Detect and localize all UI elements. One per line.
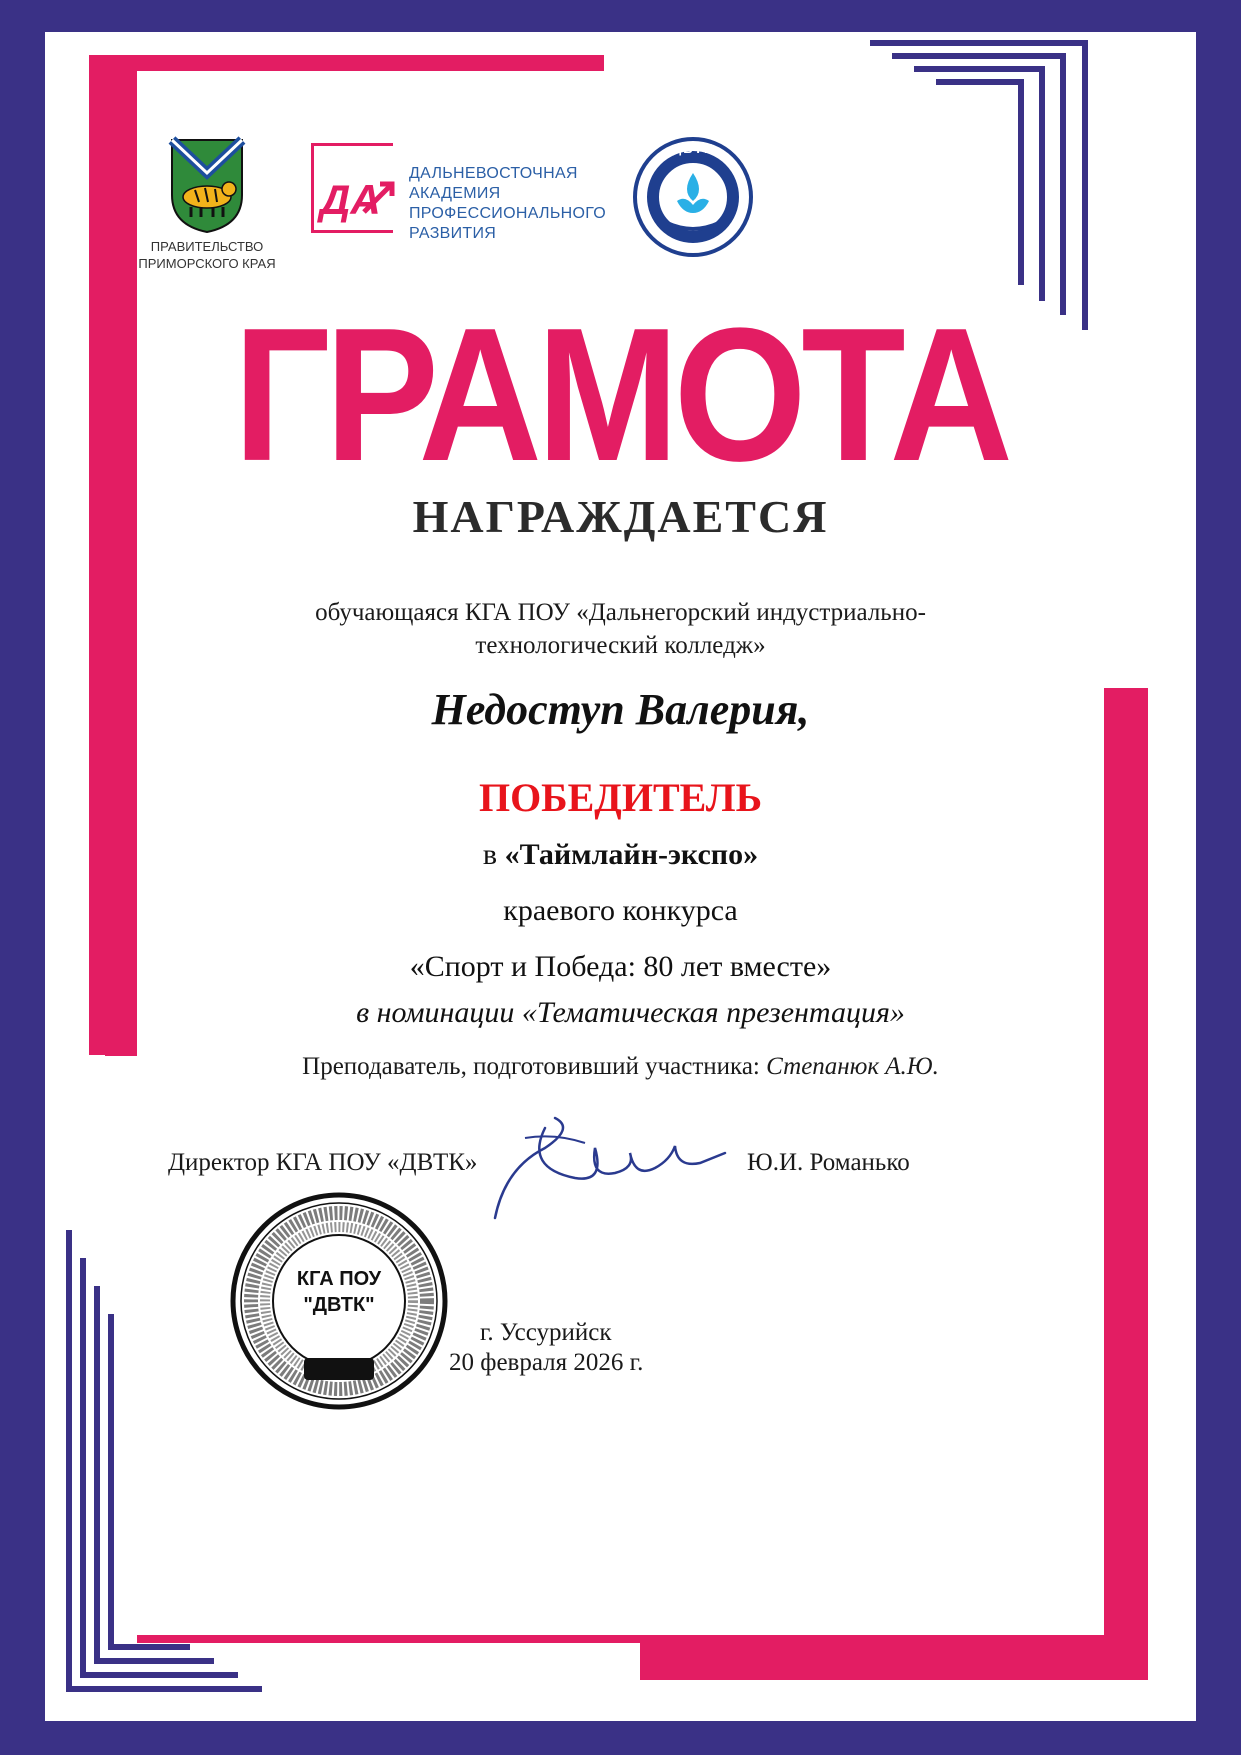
teacher-label: Преподаватель, подготовивший участника: [302,1053,767,1080]
event-line [137,838,1104,872]
director-signature [485,1108,735,1228]
pink-bar-right [1104,688,1148,1680]
student-line-2: технологический колледж» [475,632,766,659]
academy-arrow-icon [360,178,400,218]
event-prefix: в [482,838,505,871]
student-info [137,596,1104,662]
pink-bar-left [89,55,105,1055]
director-label: Директор КГА ПОУ «ДВТК» [168,1149,478,1176]
stamp-center-line2: "ДВТК" [303,1294,375,1316]
contest-name: «Спорт и Победа: 80 лет вместе» [409,950,832,983]
academy-line-2: АКАДЕМИЯ [409,185,501,202]
gov-caption [137,238,277,272]
result-label: ПОБЕДИТЕЛЬ [478,775,763,820]
pink-bar-top-left [89,55,604,71]
teacher-line [137,1050,1104,1083]
academy-name [409,164,606,244]
director-name: Ю.И. Романько [747,1149,910,1176]
college-stamp [228,1190,450,1412]
academy-line-1: ДАЛЬНЕВОСТОЧНАЯ [409,165,578,182]
stamp-center-line1: КГА ПОУ [296,1268,382,1290]
teacher-name: Степанюк А.Ю. [766,1053,939,1080]
academy-line-3: ПРОФЕССИОНАЛЬНОГО [409,205,607,222]
student-line-1: обучающаяся КГА ПОУ «Дальнегорский индустриально- [315,599,926,626]
college-emblem-text: ДВТК [671,141,715,156]
academy-line-4: РАЗВИТИЯ [409,225,497,242]
pink-block-left [105,71,137,1056]
gov-caption-line2: ПРИМОРСКОГО КРАЯ [138,256,276,271]
academy-logo-mark: ДА [320,176,381,223]
gov-caption-line1: ПРАВИТЕЛЬСТВО [150,239,264,254]
contest-type: краевого конкурса [503,894,738,927]
certificate-title: ГРАМОТА [233,289,1008,501]
event-name: «Таймлайн-экспо» [504,838,759,871]
recipient-name: Недоступ Валерия, [431,685,810,734]
city: г. Уссурийск [480,1319,612,1346]
nomination: в номинации «Тематическая презентация» [356,996,905,1029]
awarded-label: НАГРАЖДАЕТСЯ [412,491,829,542]
pink-bar-bottom-thin [137,1635,1104,1643]
primorye-coat-of-arms [167,135,247,235]
issue-date: 20 февраля 2026 г. [449,1349,644,1376]
college-emblem [631,135,755,259]
